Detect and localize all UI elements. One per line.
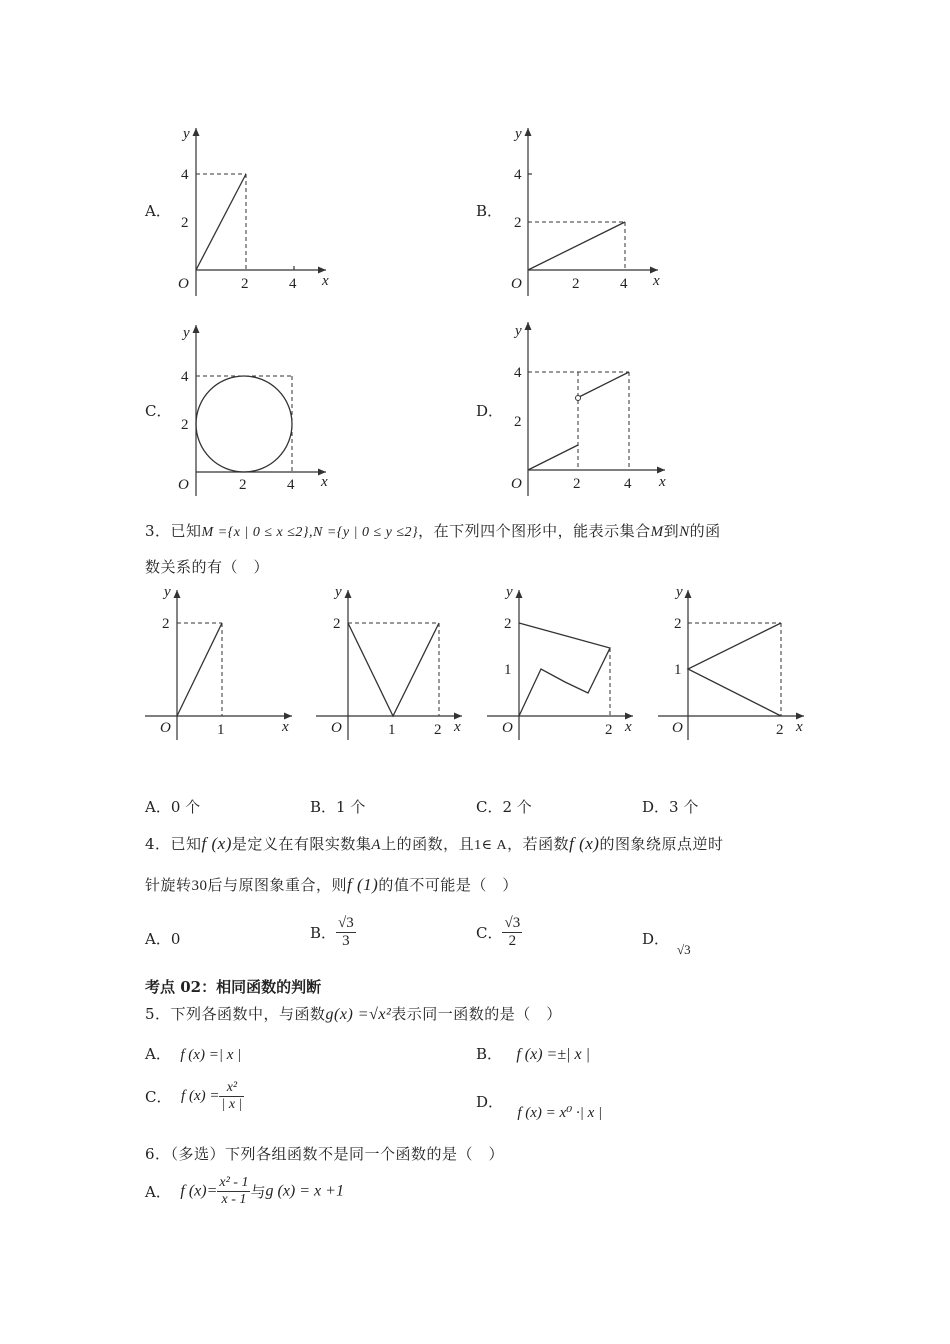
svg-text:4: 4 bbox=[289, 276, 297, 292]
svg-text:2: 2 bbox=[674, 616, 682, 632]
svg-text:y: y bbox=[676, 584, 683, 600]
svg-text:2: 2 bbox=[504, 616, 512, 632]
option-a-label: A． bbox=[145, 202, 171, 220]
svg-text:O: O bbox=[672, 720, 683, 736]
svg-text:y: y bbox=[335, 584, 342, 600]
q3-option-c[interactable]: C．2 个 bbox=[476, 798, 532, 816]
question-4-line2: 针旋转30后与原图象重合，则f (1)的值不可能是（ ） bbox=[145, 875, 518, 894]
question-3: 3．已知M ={x | 0 ≤ x ≤2},N ={y | 0 ≤ y ≤2}，在下列四个图形中，能表示集合M到N的函 bbox=[145, 522, 721, 540]
svg-text:2: 2 bbox=[239, 477, 247, 493]
svg-text:x: x bbox=[454, 719, 461, 735]
q4-option-a[interactable]: A．0 bbox=[145, 930, 181, 948]
q4-option-d[interactable]: D．√3 bbox=[642, 930, 691, 957]
svg-text:1: 1 bbox=[504, 662, 512, 678]
svg-text:4: 4 bbox=[620, 276, 628, 292]
svg-text:1: 1 bbox=[674, 662, 682, 678]
svg-text:y: y bbox=[506, 584, 513, 600]
option-c-label: C． bbox=[145, 402, 172, 420]
svg-text:2: 2 bbox=[573, 476, 581, 492]
svg-text:4: 4 bbox=[181, 369, 189, 385]
svg-text:2: 2 bbox=[514, 414, 522, 430]
q5-option-b[interactable]: B． f (x) =±| x | bbox=[476, 1045, 591, 1063]
q5-option-a[interactable]: A． f (x) =| x | bbox=[145, 1045, 242, 1063]
svg-text:y: y bbox=[515, 126, 522, 142]
svg-text:4: 4 bbox=[624, 476, 632, 492]
svg-text:x: x bbox=[322, 273, 329, 289]
q4-option-c[interactable]: C． $\frac{√3}{2}$ bbox=[476, 915, 521, 949]
svg-text:2: 2 bbox=[241, 276, 249, 292]
svg-text:x: x bbox=[625, 719, 632, 735]
svg-text:2: 2 bbox=[776, 722, 784, 738]
section-title: 考点 02：相同函数的判断 bbox=[145, 978, 322, 996]
svg-text:O: O bbox=[511, 476, 522, 492]
svg-text:2: 2 bbox=[514, 215, 522, 231]
svg-text:y: y bbox=[183, 325, 190, 341]
svg-text:x: x bbox=[796, 719, 803, 735]
svg-text:x: x bbox=[282, 719, 289, 735]
q3-option-a[interactable]: A．0 个 bbox=[145, 798, 201, 816]
question-4: 4．已知f (x)是定义在有限实数集A上的函数，且1∈ A，若函数f (x)的图象绕原点逆时 bbox=[145, 834, 724, 853]
svg-text:4: 4 bbox=[514, 365, 522, 381]
svg-text:O: O bbox=[160, 720, 171, 736]
svg-text:1: 1 bbox=[388, 722, 396, 738]
q3-option-b[interactable]: B．1 个 bbox=[310, 798, 366, 816]
q5-option-d[interactable]: D． f (x) = x⁰ ·| x | bbox=[476, 1093, 603, 1121]
svg-text:O: O bbox=[511, 276, 522, 292]
question-6: 6．（多选）下列各组函数不是同一个函数的是（ ） bbox=[145, 1145, 505, 1163]
y-axis-label: y bbox=[183, 126, 190, 142]
svg-text:4: 4 bbox=[181, 167, 189, 183]
svg-text:x: x bbox=[653, 273, 660, 289]
q6-option-a[interactable]: A． f (x)= $\frac{\text{x² - 1}}{x - 1}$ 与g (x) = x +1 bbox=[145, 1175, 344, 1207]
q3-option-d[interactable]: D．3 个 bbox=[642, 798, 699, 816]
svg-text:4: 4 bbox=[287, 477, 295, 493]
svg-text:2: 2 bbox=[572, 276, 580, 292]
question-3-line2: 数关系的有（ ） bbox=[145, 558, 270, 576]
svg-text:O: O bbox=[331, 720, 342, 736]
svg-text:1: 1 bbox=[217, 722, 225, 738]
svg-text:O: O bbox=[502, 720, 513, 736]
svg-text:y: y bbox=[515, 323, 522, 339]
svg-text:O: O bbox=[178, 477, 189, 493]
svg-text:2: 2 bbox=[181, 215, 189, 231]
svg-text:x: x bbox=[659, 474, 666, 490]
q5-option-c[interactable]: C． f (x) = $\frac{\text{x²}}{| x |}$ bbox=[145, 1080, 243, 1112]
option-b-label: B． bbox=[476, 202, 503, 220]
svg-text:2: 2 bbox=[333, 616, 341, 632]
question-5: 5．下列各函数中，与函数g(x) =√x²表示同一函数的是（ ） bbox=[145, 1005, 562, 1023]
svg-text:2: 2 bbox=[162, 616, 170, 632]
option-d-label: D． bbox=[476, 402, 504, 420]
svg-text:2: 2 bbox=[434, 722, 442, 738]
svg-text:2: 2 bbox=[181, 417, 189, 433]
svg-text:x: x bbox=[321, 474, 328, 490]
svg-text:y: y bbox=[164, 584, 171, 600]
svg-text:2: 2 bbox=[605, 722, 613, 738]
q4-option-b[interactable]: B． $\frac{√3}{3}$ bbox=[310, 915, 354, 949]
svg-text:O: O bbox=[178, 276, 189, 292]
set-definition: M ={x | 0 ≤ x ≤2},N ={y | 0 ≤ y ≤2} bbox=[201, 525, 419, 540]
svg-text:4: 4 bbox=[514, 167, 522, 183]
